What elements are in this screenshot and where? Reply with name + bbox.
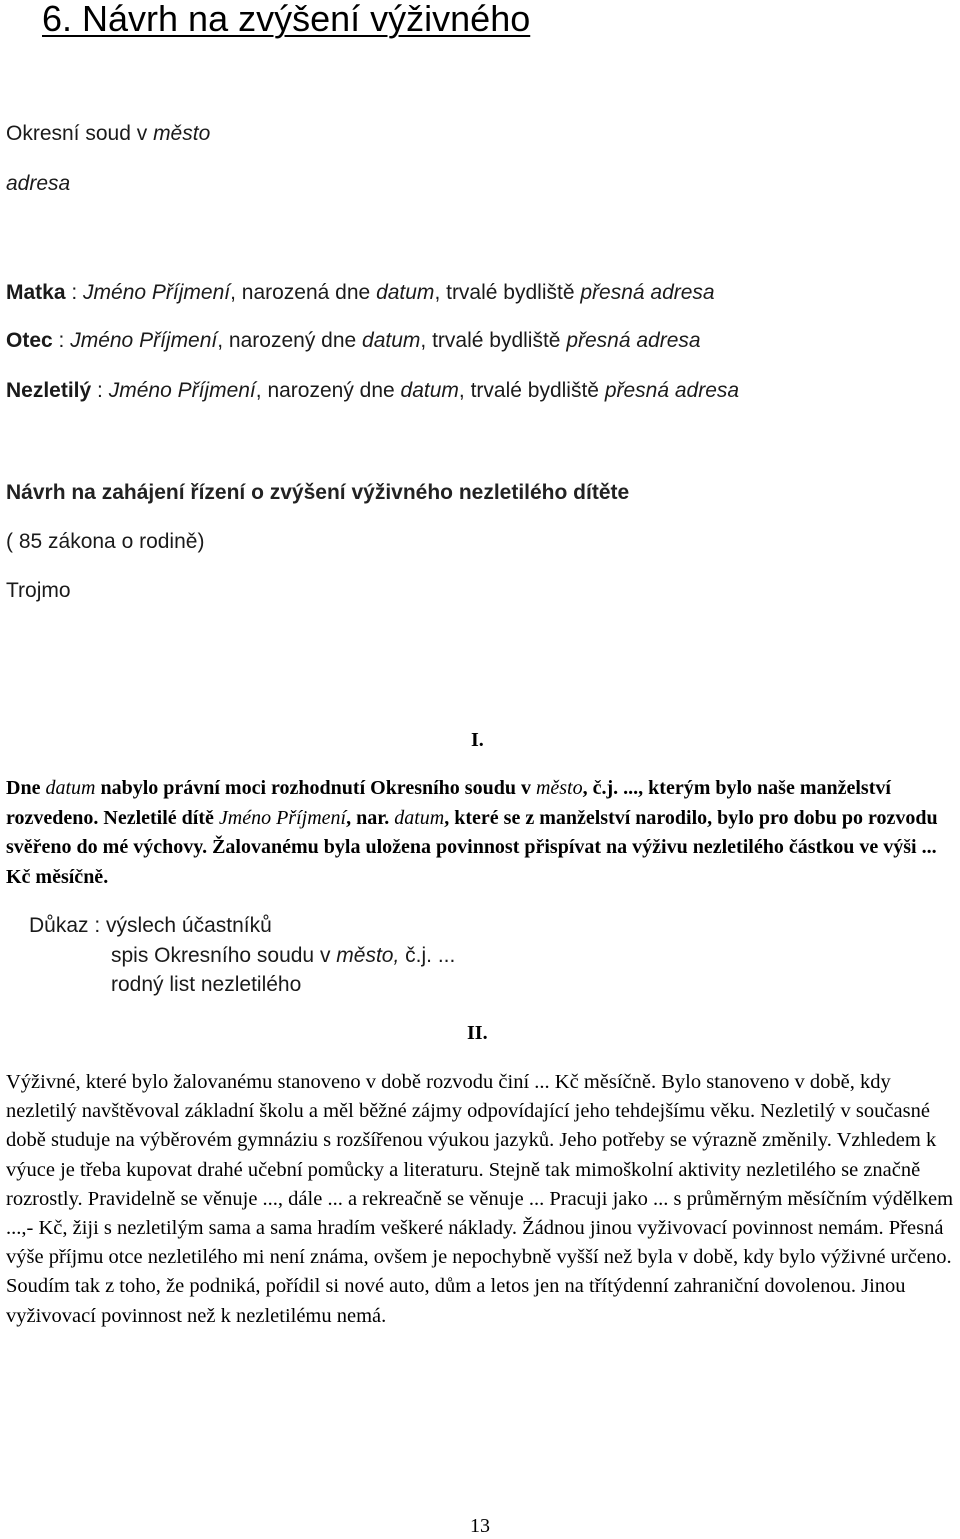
minor-address: přesná adresa xyxy=(604,379,740,402)
party-father xyxy=(6,329,701,353)
mother-address: přesná adresa xyxy=(580,281,715,304)
minor-residence-text: , trvalé bydliště xyxy=(458,379,605,402)
s1-city: město xyxy=(535,777,583,799)
party-mother xyxy=(6,281,715,305)
mother-residence-text: , trvalé bydliště xyxy=(434,281,581,304)
court-address: adresa xyxy=(6,172,71,195)
party-minor xyxy=(6,379,739,403)
s1-date: datum xyxy=(45,777,96,799)
evidence-file-prefix: spis Okresního soudu v xyxy=(111,944,337,967)
evidence-label: Důkaz : výslech účastníků xyxy=(29,914,272,937)
minor-date: datum xyxy=(400,379,459,402)
s1-child-date: datum xyxy=(394,806,445,829)
section-2-paragraph: Výživné, které bylo žalovanému stanoveno v době rozvodu činí ... Kč měsíčně. Bylo stanoveno v době, kdy nezletilý navštěvoval základní školu a měl běžné zájmy odpovídající jeho tehdejšímu věku. Nezletilý v současné době studuje na výběrovém gymnáziu s rozšířenou výukou jazyků. Jeho potřeby se výrazně změnily. Vzhledem k výuce je třeba kupovat drahé učební pomůcky a literaturu. Stejně tak mimoškolní aktivity nezletilého se značně rozrostly. Pravidelně se věnuje ..., dále ... a rekreačně se věnuje ... Pracuji jako ... s průměrným měsíčním výdělkem ...,- Kč, žiji s nezletilým sama a sama hradím veškeré náklady. Žádnou jinou vyživovací povinnost nemám. Přesná výše příjmu otce nezletilého mi není známa, ovšem je nepochybně vyšší než byla v době, kdy bylo výživné určeno. Soudím tak z toho, že podniká, pořídil si nové auto, dům a letos jen na třítýdenní zahraniční dovolenou. Jinou vyživovací povinnost než k nezletilému nemá. xyxy=(6,1071,954,1327)
father-sep: : xyxy=(52,329,71,352)
mother-born-text: , narozená dne xyxy=(230,281,377,304)
court-line xyxy=(6,122,210,146)
minor-born-text: , narozený dne xyxy=(255,379,401,402)
mother-date: datum xyxy=(376,281,435,304)
father-residence-text: , trvalé bydliště xyxy=(420,329,567,352)
father-label: Otec xyxy=(6,329,53,352)
father-address: přesná adresa xyxy=(566,329,701,352)
father-date: datum xyxy=(362,329,421,352)
s1-text-4: , nar. xyxy=(346,806,395,829)
s1-child-name: Jméno Příjmení xyxy=(218,806,347,829)
s1-text-1: Dne xyxy=(6,777,46,799)
court-city: město xyxy=(153,122,211,145)
s1-text-3: , č.j. ..., kterým bylo naše manželství rozvedeno. Nezletilé dítě xyxy=(6,777,891,829)
section-1-paragraph xyxy=(6,774,958,892)
evidence-file-suffix: č.j. ... xyxy=(399,944,456,967)
court-prefix: Okresní soud v xyxy=(6,122,154,145)
copies-note: Trojmo xyxy=(6,579,71,602)
law-reference: ( 85 zákona o rodině) xyxy=(6,530,205,553)
section-2-number: II. xyxy=(467,1022,488,1044)
minor-label: Nezletilý xyxy=(6,379,92,402)
mother-sep: : xyxy=(65,281,84,304)
page-number: 13 xyxy=(470,1515,490,1537)
father-born-text: , narozený dne xyxy=(217,329,363,352)
mother-name: Jméno Příjmení xyxy=(83,281,231,304)
evidence-item-birth-certificate: rodný list nezletilého xyxy=(111,973,302,996)
evidence-file-city: město, xyxy=(336,944,400,967)
document-title: 6. Návrh na zvýšení výživného xyxy=(42,0,531,39)
minor-sep: : xyxy=(91,379,109,402)
section-1-number: I. xyxy=(471,729,484,751)
minor-name: Jméno Příjmení xyxy=(108,379,256,402)
mother-label: Matka xyxy=(6,281,66,304)
father-name: Jméno Příjmení xyxy=(70,329,218,352)
s1-text-2: nabylo právní moci rozhodnutí Okresního soudu v xyxy=(95,777,536,799)
s1-text-5: , které se z manželství narodilo, bylo pro dobu po rozvodu svěřeno do mé výchovy. Žalovanému byla uložena povinnost přispívat na výživu nezletilého částkou ve výši ... Kč měsíčně. xyxy=(6,806,938,888)
evidence-item-file xyxy=(111,944,455,968)
proposal-heading: Návrh na zahájení řízení o zvýšení výživného nezletilého dítěte xyxy=(6,481,630,504)
